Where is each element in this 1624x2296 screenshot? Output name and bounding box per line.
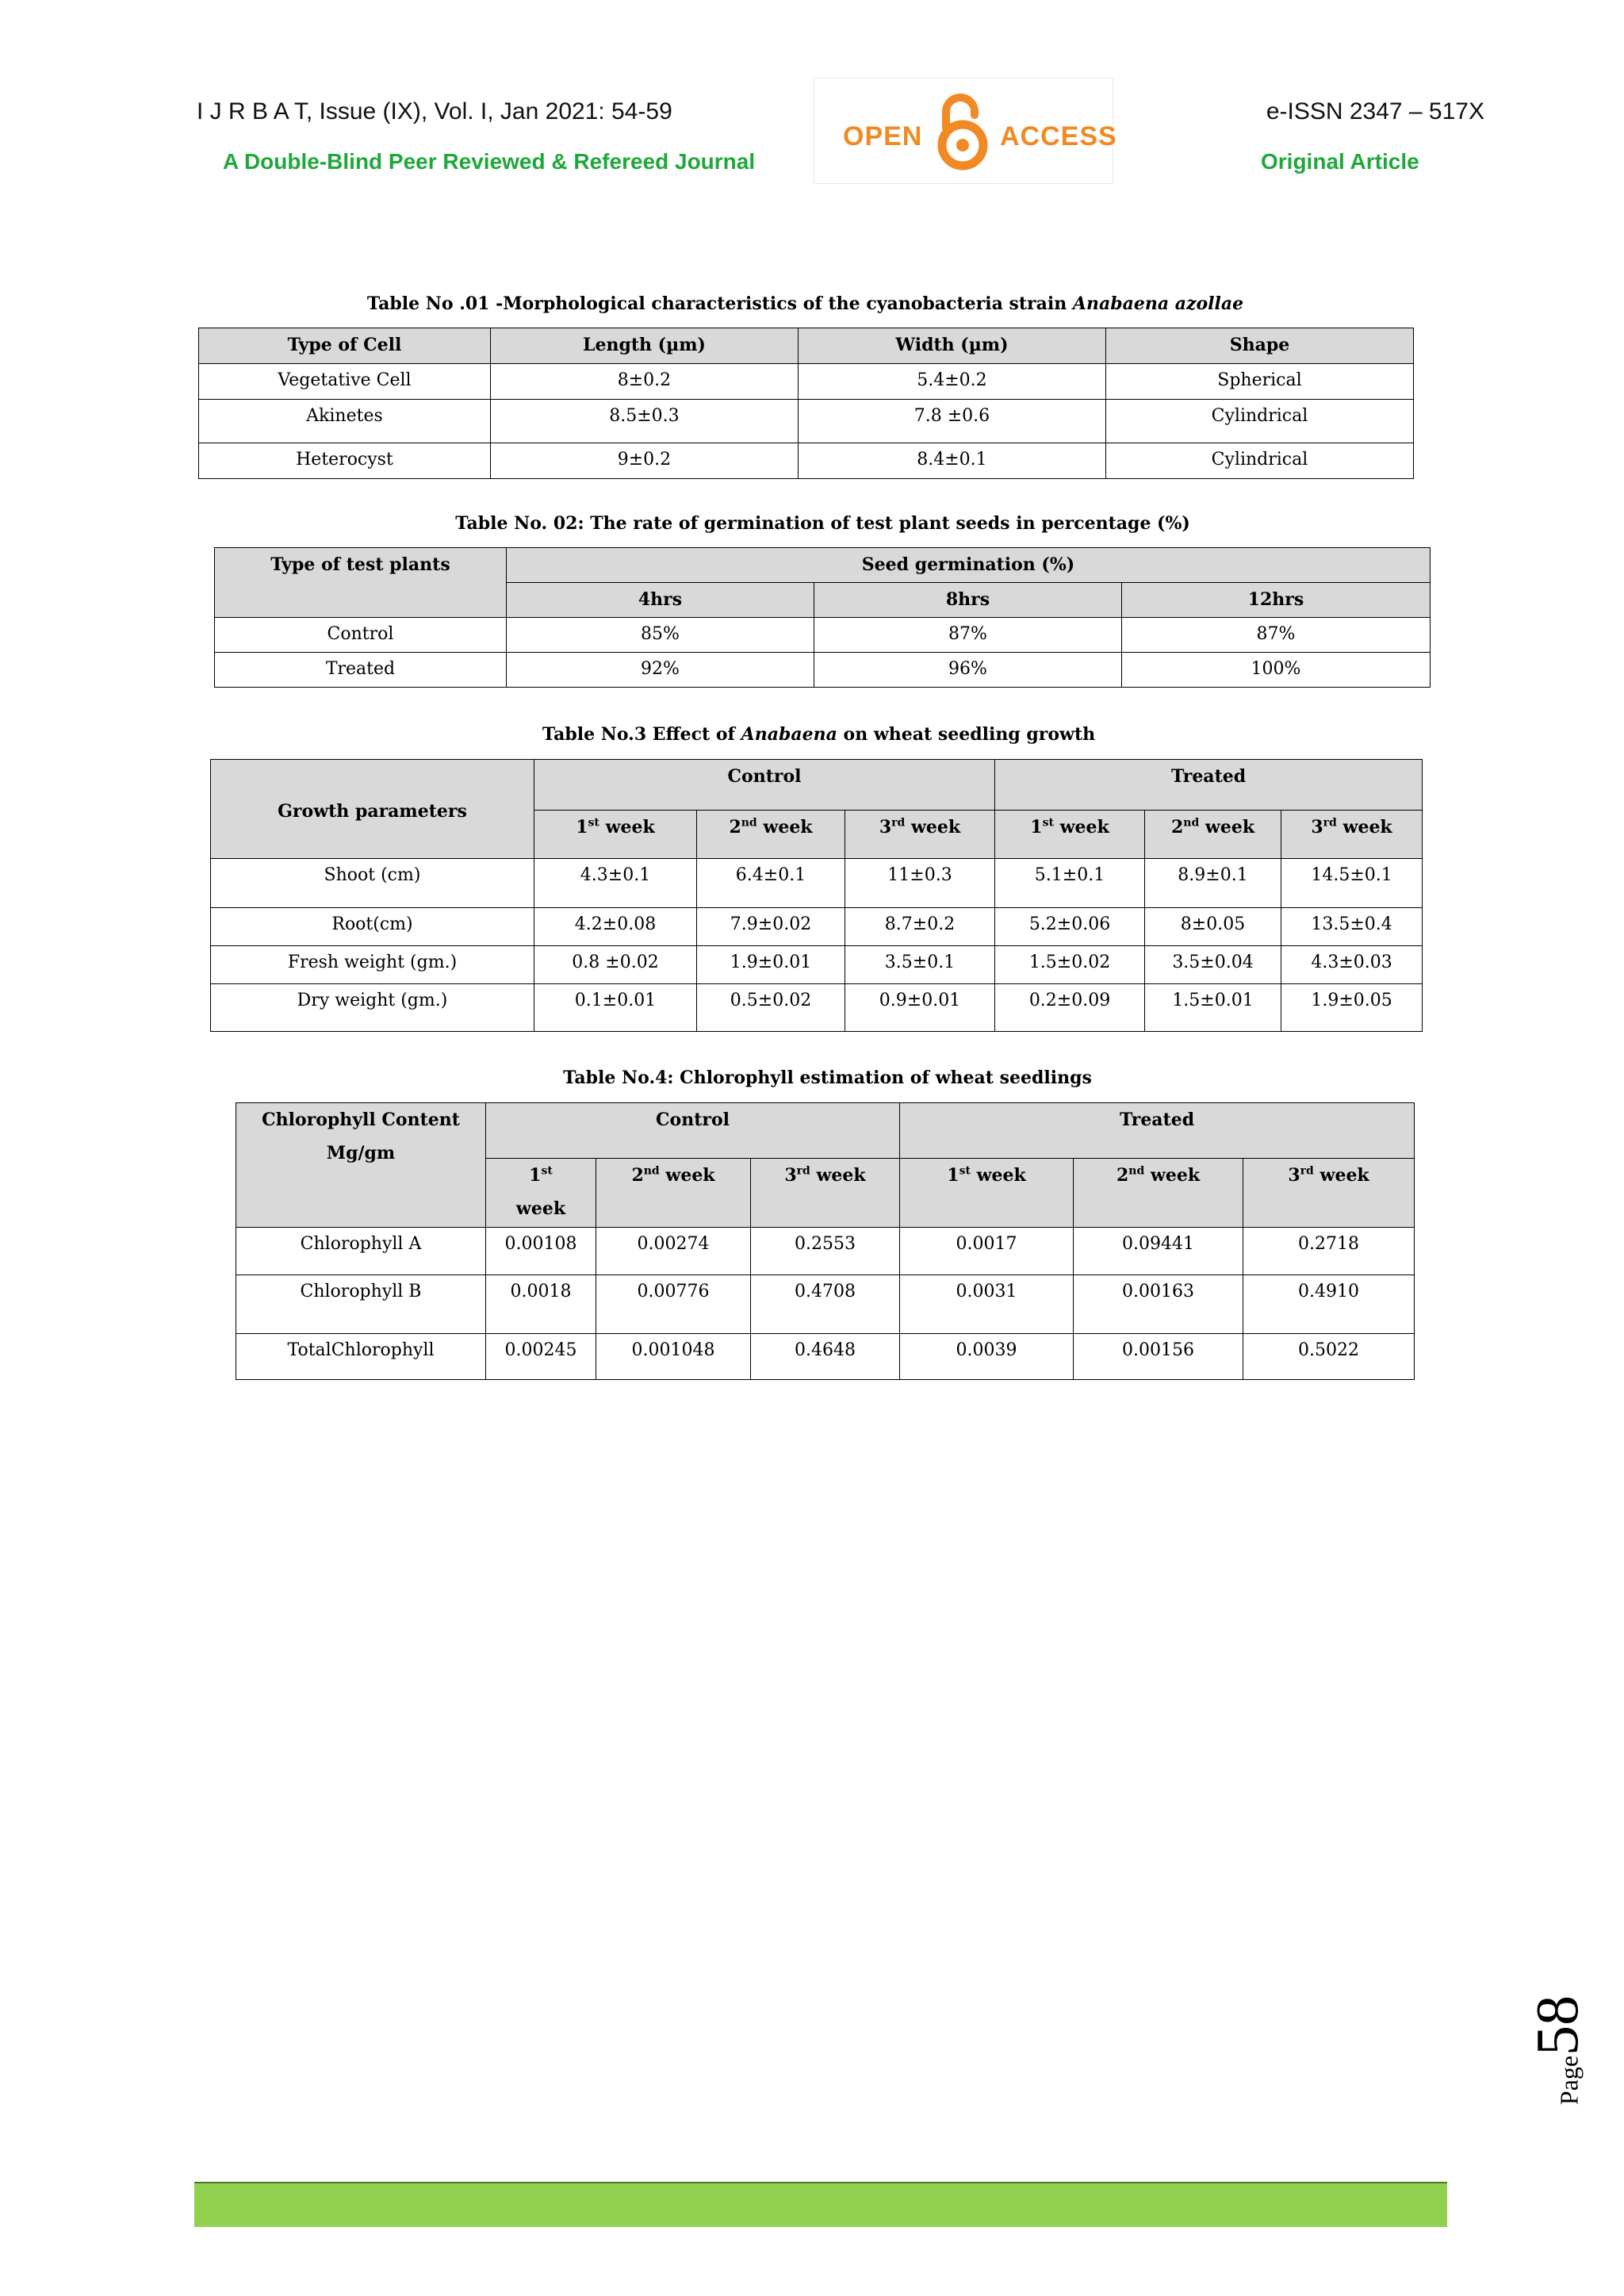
column-header: Shape	[1105, 328, 1413, 364]
column-header: 1st week	[486, 1159, 596, 1228]
table-cell: 9±0.2	[490, 443, 798, 479]
row-header-param: Growth parameters	[211, 760, 534, 859]
table-cell: 0.4708	[751, 1275, 900, 1334]
page-label: Page	[1554, 2055, 1584, 2106]
table-cell: 8.7±0.2	[845, 908, 995, 946]
table-cell: 0.5022	[1243, 1334, 1415, 1380]
table-cell: 0.4910	[1243, 1275, 1415, 1334]
table-cell: Vegetative Cell	[199, 364, 491, 400]
column-header: Type of Cell	[199, 328, 491, 364]
table-cell: Cylindrical	[1105, 443, 1413, 479]
open-access-logo	[814, 78, 1117, 184]
column-header: 2nd week	[697, 811, 845, 859]
table-row	[199, 400, 1414, 443]
table-cell: 96%	[814, 653, 1121, 688]
column-header: 3rd week	[1281, 811, 1423, 859]
group-header-control: Control	[486, 1103, 900, 1159]
table-cell: 3.5±0.1	[845, 946, 995, 984]
table-cell: 0.00776	[596, 1275, 751, 1334]
table4-caption: Table No.4: Chlorophyll estimation of wheat seedlings	[563, 1068, 1092, 1088]
table-cell: 0.2718	[1243, 1228, 1415, 1275]
table-cell: 0.0031	[900, 1275, 1074, 1334]
table-cell: Fresh weight (gm.)	[211, 946, 534, 984]
table2-caption: Table No. 02: The rate of germination of test plant seeds in percentage (%)	[455, 513, 1190, 534]
group-header: Seed germination (%)	[506, 548, 1430, 583]
table-row	[199, 443, 1414, 479]
group-header-control: Control	[534, 760, 995, 811]
page-number-value: 58	[1524, 1995, 1591, 2056]
column-header: 3rd week	[751, 1159, 900, 1228]
table-cell: 14.5±0.1	[1281, 859, 1423, 908]
table-cell: Shoot (cm)	[211, 859, 534, 908]
table-cell: Control	[215, 618, 507, 653]
table-row	[215, 618, 1431, 653]
table-cell: Heterocyst	[199, 443, 491, 479]
table-cell: 4.2±0.08	[534, 908, 697, 946]
table-cell: Root(cm)	[211, 908, 534, 946]
logo-access-text: ACCESS	[1000, 121, 1117, 151]
table-cell: 0.0039	[900, 1334, 1074, 1380]
table-cell: 5.2±0.06	[995, 908, 1145, 946]
group-header-treated: Treated	[995, 760, 1423, 811]
table-cell: 0.1±0.01	[534, 984, 697, 1032]
table-row	[236, 1334, 1415, 1380]
table-cell: 0.4648	[751, 1334, 900, 1380]
group-header-treated: Treated	[900, 1103, 1415, 1159]
open-lock-icon	[935, 88, 990, 175]
row-header-content: Chlorophyll Content Mg/gm	[236, 1103, 486, 1228]
column-header: 3rd week	[845, 811, 995, 859]
table-cell: 0.0018	[486, 1275, 596, 1334]
table-cell: 3.5±0.04	[1145, 946, 1281, 984]
column-header: 3rd week	[1243, 1159, 1415, 1228]
table-cell: 7.9±0.02	[697, 908, 845, 946]
table-cell: 8±0.05	[1145, 908, 1281, 946]
table-cell: 11±0.3	[845, 859, 995, 908]
footer-bar	[194, 2182, 1447, 2227]
table-cell: 8.9±0.1	[1145, 859, 1281, 908]
table-cell: 0.00245	[486, 1334, 596, 1380]
table-cell: 1.5±0.01	[1145, 984, 1281, 1032]
column-header: Width (µm)	[798, 328, 1105, 364]
table-cell: 6.4±0.1	[697, 859, 845, 908]
table-row	[236, 1275, 1415, 1334]
table-cell: 100%	[1121, 653, 1430, 688]
table-cell: 0.9±0.01	[845, 984, 995, 1032]
table-cell: 87%	[1121, 618, 1430, 653]
column-header: 12hrs	[1121, 583, 1430, 618]
table-cell: 0.09441	[1074, 1228, 1243, 1275]
table-cell: 1.5±0.02	[995, 946, 1145, 984]
table-cell: Chlorophyll B	[236, 1275, 486, 1334]
table-cell: Dry weight (gm.)	[211, 984, 534, 1032]
column-header: 2nd week	[1145, 811, 1281, 859]
table-cell: 0.8 ±0.02	[534, 946, 697, 984]
column-header: 1st week	[534, 811, 697, 859]
table-row	[211, 859, 1423, 908]
table-cell: Chlorophyll A	[236, 1228, 486, 1275]
table-cell: 0.001048	[596, 1334, 751, 1380]
column-header: 8hrs	[814, 583, 1121, 618]
table-cell: 13.5±0.4	[1281, 908, 1423, 946]
article-type: Original Article	[1261, 149, 1419, 174]
column-header: 2nd week	[596, 1159, 751, 1228]
column-header: 1st week	[900, 1159, 1074, 1228]
table-cell: 0.2±0.09	[995, 984, 1145, 1032]
table-cell: Cylindrical	[1105, 400, 1413, 443]
table1-caption: Table No .01 -Morphological characteristics of the cyanobacteria strain Anabaena azollae	[366, 293, 1244, 314]
table-cell: 0.5±0.02	[697, 984, 845, 1032]
table-cell: 0.00156	[1074, 1334, 1243, 1380]
journal-tagline: A Double-Blind Peer Reviewed & Refereed Journal	[223, 149, 756, 174]
table-cell: 1.9±0.01	[697, 946, 845, 984]
table-cell: 92%	[506, 653, 814, 688]
table-cell: 4.3±0.03	[1281, 946, 1423, 984]
table-cell: 8.5±0.3	[490, 400, 798, 443]
table-row	[211, 908, 1423, 946]
issn: e-ISSN 2347 – 517X	[1266, 98, 1484, 125]
table-cell: Akinetes	[199, 400, 491, 443]
table-cell: 0.00274	[596, 1228, 751, 1275]
logo-open-text: OPEN	[843, 121, 923, 151]
germination-table	[214, 547, 1431, 688]
column-header: 1st week	[995, 811, 1145, 859]
table-cell: 7.8 ±0.6	[798, 400, 1105, 443]
table-row	[215, 653, 1431, 688]
journal-citation: I J R B A T, Issue (IX), Vol. I, Jan 2021: 54-59	[197, 98, 672, 125]
table-cell: 1.9±0.05	[1281, 984, 1423, 1032]
table-cell: 5.4±0.2	[798, 364, 1105, 400]
table-cell: 0.00163	[1074, 1275, 1243, 1334]
column-header: Length (µm)	[490, 328, 798, 364]
table-cell: 0.00108	[486, 1228, 596, 1275]
table-row	[236, 1228, 1415, 1275]
table-cell: 8.4±0.1	[798, 443, 1105, 479]
table-cell: 0.0017	[900, 1228, 1074, 1275]
table-row	[199, 364, 1414, 400]
table-cell: 87%	[814, 618, 1121, 653]
table3-caption: Table No.3 Effect of Anabaena on wheat seedling growth	[542, 724, 1096, 745]
table-cell: Treated	[215, 653, 507, 688]
table-cell: 0.2553	[751, 1228, 900, 1275]
column-header: 2nd week	[1074, 1159, 1243, 1228]
morphology-table	[198, 328, 1414, 479]
row-header-type: Type of test plants	[215, 548, 507, 618]
chlorophyll-table	[236, 1102, 1415, 1380]
table-row	[211, 984, 1423, 1032]
table-cell: 85%	[506, 618, 814, 653]
column-header: 4hrs	[506, 583, 814, 618]
table-cell: 8±0.2	[490, 364, 798, 400]
table-cell: 5.1±0.1	[995, 859, 1145, 908]
table-cell: 4.3±0.1	[534, 859, 697, 908]
growth-table	[210, 759, 1423, 1032]
page-number	[1524, 1975, 1591, 2125]
table-cell: Spherical	[1105, 364, 1413, 400]
table-cell: TotalChlorophyll	[236, 1334, 486, 1380]
table-row	[211, 946, 1423, 984]
